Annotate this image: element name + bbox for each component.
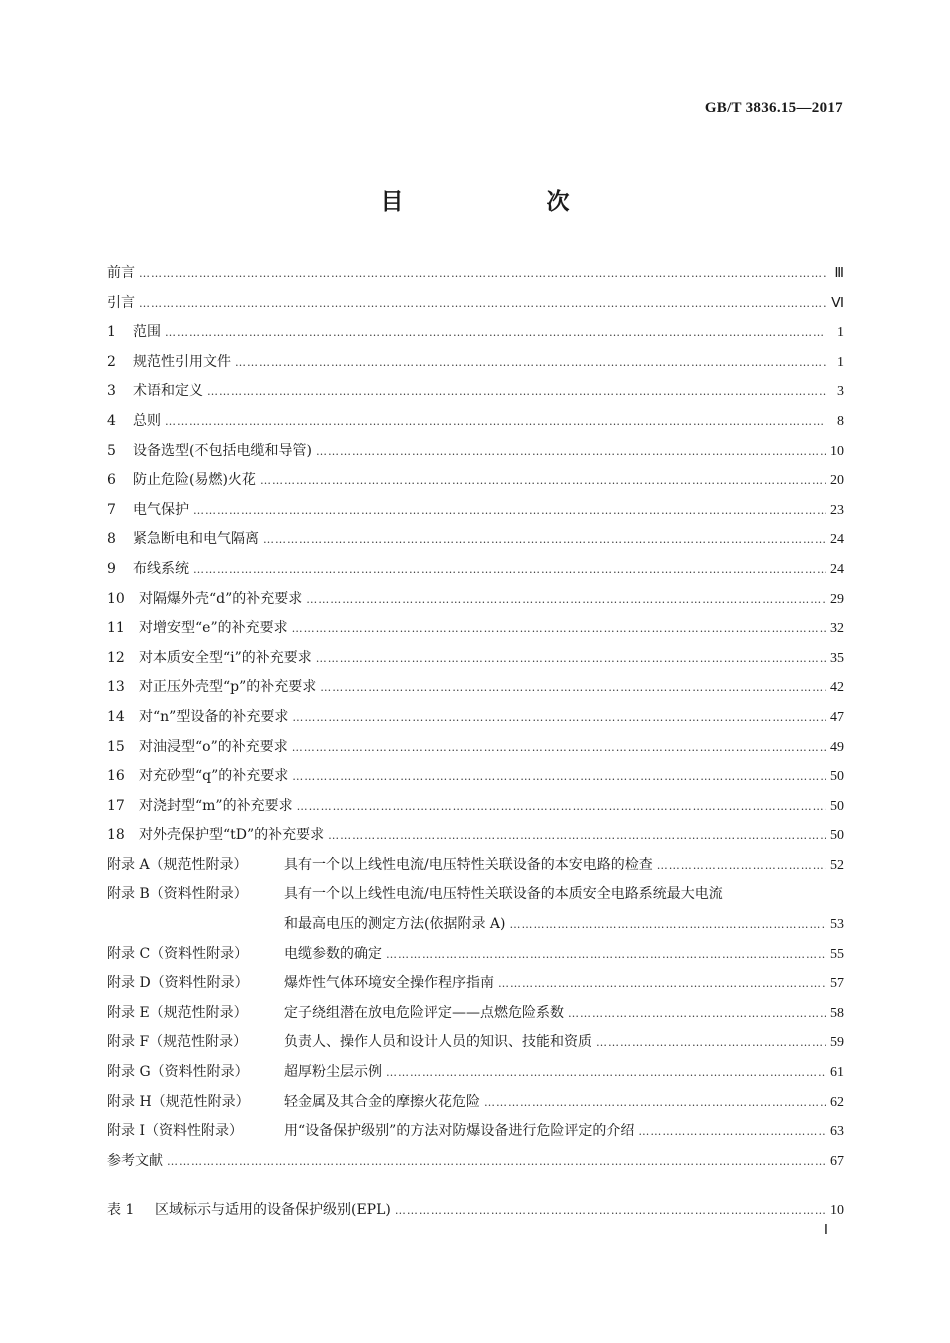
page-title: 目 次 xyxy=(380,189,630,215)
toc-entry-number: 18 xyxy=(107,827,125,844)
dot-leader xyxy=(568,999,826,1029)
dot-leader xyxy=(316,644,826,674)
toc-entry-label: 电气保护 xyxy=(133,501,189,518)
toc-entry[interactable] xyxy=(107,525,844,555)
toc-gap xyxy=(107,1176,844,1196)
toc-entry-label: 对外壳保护型“tD”的补充要求 xyxy=(139,827,325,844)
toc-entry-label: 负责人、操作人员和设计人员的知识、技能和资质 xyxy=(284,1034,592,1051)
toc-entry-label: 防止危险(易燃)火花 xyxy=(133,472,256,489)
toc-entry-number: 3 xyxy=(107,383,116,400)
dot-leader xyxy=(297,792,826,822)
toc-entry-page: 24 xyxy=(830,561,844,577)
toc-entry-label: 对增安型“e”的补充要求 xyxy=(139,620,288,637)
toc-entry-page: 10 xyxy=(830,1203,844,1219)
toc-entry-page: 29 xyxy=(830,591,844,607)
toc-entry[interactable] xyxy=(107,940,844,970)
toc-entry[interactable] xyxy=(107,910,844,940)
toc-annex-number: 附录 D（资料性附录） xyxy=(107,975,249,992)
toc-entry-number: 7 xyxy=(107,501,116,518)
toc-entry-page: 10 xyxy=(830,443,844,459)
toc-entry-label: 定子绕组潜在放电危险评定——点燃危险系数 xyxy=(284,1004,564,1021)
toc-entry[interactable] xyxy=(107,289,844,319)
toc-entry-page: 49 xyxy=(830,739,844,755)
toc-entry-label: 轻金属及其合金的摩擦火花危险 xyxy=(284,1093,480,1110)
toc-entry[interactable] xyxy=(107,1028,844,1058)
toc-entry[interactable] xyxy=(107,555,844,585)
dot-leader xyxy=(306,585,826,615)
toc-entry[interactable] xyxy=(107,437,844,467)
toc-table-number: 表 1 xyxy=(107,1202,135,1219)
dot-leader xyxy=(292,762,826,792)
toc-entry-page: Ⅲ xyxy=(834,266,844,281)
dot-leader xyxy=(657,851,826,881)
toc-annex-number: 附录 F（规范性附录） xyxy=(107,1034,248,1051)
toc-entry-label: 超厚粉尘层示例 xyxy=(284,1064,382,1081)
toc-entry-label: 电缆参数的确定 xyxy=(284,945,382,962)
toc-sections xyxy=(107,259,844,851)
toc-entry[interactable] xyxy=(107,969,844,999)
dot-leader xyxy=(260,466,826,496)
dot-leader xyxy=(292,614,826,644)
toc-entry-number: 2 xyxy=(107,353,116,370)
dot-leader xyxy=(320,673,826,703)
dot-leader xyxy=(395,1196,826,1226)
toc-entry-label: 引言 xyxy=(107,294,135,311)
toc-entry-page: 58 xyxy=(830,1005,844,1021)
standard-code: GB/T 3836.15—2017 xyxy=(704,100,843,116)
toc-entry-number: 10 xyxy=(107,590,125,607)
dot-leader xyxy=(596,1028,826,1058)
toc-entry-label: 对本质安全型“i”的补充要求 xyxy=(139,649,312,666)
dot-leader xyxy=(235,348,826,378)
dot-leader xyxy=(328,821,826,851)
toc-entry-page: 53 xyxy=(830,917,844,933)
toc-entry[interactable] xyxy=(107,348,844,378)
toc-entry-number: 1 xyxy=(107,324,116,341)
toc-annex-number: 附录 E（规范性附录） xyxy=(107,1004,248,1021)
toc-entry-page: 50 xyxy=(830,769,844,785)
dot-leader xyxy=(484,1088,826,1118)
toc-entry-label: 规范性引用文件 xyxy=(133,353,231,370)
toc-entry-label: 布线系统 xyxy=(133,560,189,577)
dot-leader xyxy=(193,496,826,526)
dot-leader xyxy=(292,733,826,763)
toc-entry-label: 对“n”型设备的补充要求 xyxy=(139,708,289,725)
toc-entry[interactable] xyxy=(107,614,844,644)
toc-entry-label: 爆炸性气体环境安全操作程序指南 xyxy=(284,975,494,992)
toc-entry-page: 55 xyxy=(830,946,844,962)
dot-leader xyxy=(139,259,826,289)
toc-entry-number: 16 xyxy=(107,768,125,785)
toc-entry[interactable] xyxy=(107,821,844,851)
dot-leader xyxy=(263,525,826,555)
toc-entry-page: 1 xyxy=(837,354,844,370)
toc-entry-label: 对充砂型“q”的补充要求 xyxy=(139,768,289,785)
dot-leader xyxy=(638,1117,826,1147)
dot-leader xyxy=(292,703,826,733)
toc-entry-label: 前言 xyxy=(107,265,135,281)
toc-entry[interactable] xyxy=(107,1147,844,1177)
toc-entry[interactable] xyxy=(107,1117,844,1147)
toc-entry-page: 52 xyxy=(830,857,844,873)
toc-entry[interactable] xyxy=(107,673,844,703)
toc-annex-number: 附录 A（规范性附录） xyxy=(107,856,248,873)
toc-entry-label: 术语和定义 xyxy=(133,383,203,400)
toc-entry[interactable] xyxy=(107,585,844,615)
dot-leader xyxy=(498,969,826,999)
toc-entry-page: 42 xyxy=(830,680,844,696)
toc-entry[interactable] xyxy=(107,733,844,763)
toc-entry-page: 1 xyxy=(837,325,844,341)
toc-entry-page: 24 xyxy=(830,532,844,548)
toc-tables xyxy=(107,1196,844,1226)
dot-leader xyxy=(316,437,826,467)
toc-entry[interactable] xyxy=(107,466,844,496)
toc-entry-page: 61 xyxy=(830,1065,844,1081)
toc-entry-page: 57 xyxy=(830,976,844,992)
dot-leader xyxy=(167,1147,826,1177)
toc-entry-page: 32 xyxy=(830,621,844,637)
toc-entry-number: 9 xyxy=(107,560,116,577)
toc-entry[interactable] xyxy=(107,880,844,910)
toc-entry[interactable] xyxy=(107,644,844,674)
dot-leader xyxy=(509,910,826,940)
toc-entry-page: 63 xyxy=(830,1124,844,1140)
toc-entry[interactable] xyxy=(107,703,844,733)
toc-annexes xyxy=(107,851,844,1177)
page-number: Ⅰ xyxy=(823,1223,828,1238)
toc-entry-number: 11 xyxy=(107,620,125,637)
toc-entry-number: 17 xyxy=(107,797,125,814)
toc-entry-page: 8 xyxy=(837,413,844,429)
dot-leader xyxy=(386,940,826,970)
toc-annex-number: 附录 G（资料性附录） xyxy=(107,1064,249,1081)
toc-entry-page: 50 xyxy=(830,798,844,814)
toc-entry-label: 范围 xyxy=(133,324,161,341)
toc-entry[interactable] xyxy=(107,259,844,289)
toc-entry[interactable] xyxy=(107,1196,844,1226)
toc-entry[interactable] xyxy=(107,496,844,526)
toc-entry-label: 总则 xyxy=(133,412,161,429)
toc-entry-page: 3 xyxy=(837,384,844,400)
toc-entry-number: 14 xyxy=(107,708,125,725)
toc-entry[interactable] xyxy=(107,318,844,348)
toc-annex-number: 附录 B（资料性附录） xyxy=(107,886,248,903)
dot-leader xyxy=(193,555,826,585)
toc-entry-label: 设备选型(不包括电缆和导管) xyxy=(133,442,312,459)
toc-entry-label: 对正压外壳型“p”的补充要求 xyxy=(139,679,317,696)
toc-entry[interactable] xyxy=(107,377,844,407)
toc-entry-label: 对隔爆外壳“d”的补充要求 xyxy=(139,590,303,607)
toc-entry-number: 5 xyxy=(107,442,116,459)
toc-entry[interactable] xyxy=(107,407,844,437)
toc-entry-number: 6 xyxy=(107,472,116,489)
toc-entry-label: 用“设备保护级别”的方法对防爆设备进行危险评定的介绍 xyxy=(284,1123,635,1140)
toc-annex-number: 附录 H（规范性附录） xyxy=(107,1093,250,1110)
toc-entry-label: 对浇封型“m”的补充要求 xyxy=(139,797,293,814)
toc-entry-label: 对油浸型“o”的补充要求 xyxy=(139,738,288,755)
toc-entry-page: 47 xyxy=(830,709,844,725)
toc-entry-page: 62 xyxy=(830,1094,844,1110)
dot-leader xyxy=(165,407,826,437)
toc-entry[interactable] xyxy=(107,851,844,881)
toc-entry-page: 67 xyxy=(830,1153,844,1169)
toc-entry[interactable] xyxy=(107,999,844,1029)
toc-entry-page: 20 xyxy=(830,473,844,489)
dot-leader xyxy=(165,318,826,348)
toc-entry[interactable] xyxy=(107,1088,844,1118)
toc-entry[interactable] xyxy=(107,792,844,822)
toc-annex-number: 附录 I（资料性附录） xyxy=(107,1123,243,1140)
toc-entry-page: 35 xyxy=(830,650,844,666)
toc-annex-number: 附录 C（资料性附录） xyxy=(107,945,249,962)
toc-entry-number: 8 xyxy=(107,531,116,548)
toc-entry-page: 23 xyxy=(830,502,844,518)
dot-leader xyxy=(386,1058,826,1088)
toc-entry-number: 13 xyxy=(107,679,125,696)
table-of-contents xyxy=(107,259,844,1226)
toc-entry-label: 和最高电压的测定方法(依据附录 A) xyxy=(284,916,506,933)
dot-leader xyxy=(139,289,826,319)
toc-entry-label: 区域标示与适用的设备保护级别(EPL) xyxy=(155,1202,391,1219)
toc-entry-number: 12 xyxy=(107,649,125,666)
toc-entry-label: 紧急断电和电气隔离 xyxy=(133,531,259,548)
toc-entry-label: 具有一个以上线性电流/电压特性关联设备的本质安全电路系统最大电流 xyxy=(284,886,723,903)
toc-entry-label: 参考文献 xyxy=(107,1152,163,1169)
toc-entry-page: Ⅵ xyxy=(831,295,844,311)
toc-entry[interactable] xyxy=(107,762,844,792)
toc-entry-page: 59 xyxy=(830,1035,844,1051)
toc-entry[interactable] xyxy=(107,1058,844,1088)
toc-entry-label: 具有一个以上线性电流/电压特性关联设备的本安电路的检查 xyxy=(284,856,653,873)
toc-entry-page: 50 xyxy=(830,828,844,844)
toc-entry-number: 4 xyxy=(107,412,116,429)
toc-entry-number: 15 xyxy=(107,738,125,755)
dot-leader xyxy=(207,377,826,407)
